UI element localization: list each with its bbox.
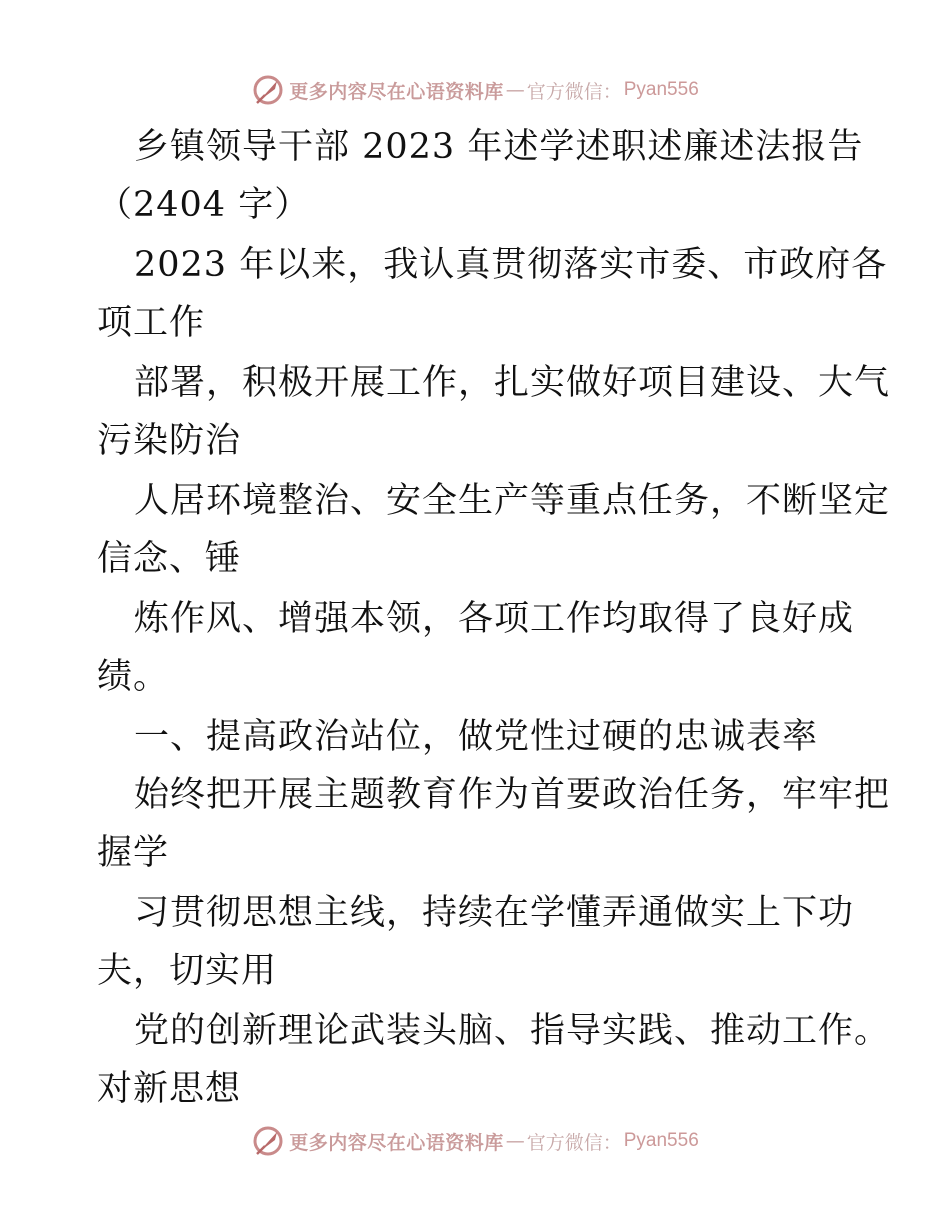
watermark-site-text: 更多内容尽在心语资料库 xyxy=(289,1131,504,1154)
paragraph-line: 夫，切实用 xyxy=(97,951,278,991)
paragraph-line: 对新思想 xyxy=(97,1069,242,1109)
watermark-wechat-id: Pyan556 xyxy=(623,1130,699,1151)
quill-pen-logo-icon xyxy=(251,1124,285,1158)
paragraph-line: 握学 xyxy=(97,833,170,873)
paragraph-line: 炼作风、增强本领，各项工作均取得了良好成 xyxy=(134,599,855,639)
paragraph-line: 绩。 xyxy=(97,657,170,697)
header-watermark xyxy=(0,70,950,110)
watermark-wechat-label: 官方微信： xyxy=(526,80,622,103)
watermark-wechat-label: 官方微信： xyxy=(526,1131,622,1154)
quill-pen-logo-icon xyxy=(251,73,285,107)
watermark-wechat-id: Pyan556 xyxy=(623,79,699,100)
paragraph-line: 人居环境整治、安全生产等重点任务，不断坚定 xyxy=(134,481,891,521)
paragraph-line: 党的创新理论武装头脑、指导实践、推动工作。 xyxy=(134,1011,891,1051)
paragraph-line: 习贯彻思想主线，持续在学懂弄通做实上下功 xyxy=(134,893,855,933)
paragraph-line: 项工作 xyxy=(97,303,206,343)
paragraph-line: 信念、锤 xyxy=(97,539,242,579)
document-title: 乡镇领导干部 2023 年述学述职述廉述法报告 xyxy=(134,127,864,167)
watermark-separator: — xyxy=(505,1130,525,1152)
paragraph-line: 部署，积极开展工作，扎实做好项目建设、大气 xyxy=(134,363,891,403)
paragraph-line: 污染防治 xyxy=(97,421,242,461)
footer-watermark xyxy=(0,1121,950,1161)
document-title-wordcount: （2404 字） xyxy=(97,185,311,225)
watermark-site-text: 更多内容尽在心语资料库 xyxy=(289,80,504,103)
section-heading: 一、提高政治站位，做党性过硬的忠诚表率 xyxy=(134,717,819,757)
paragraph-line: 始终把开展主题教育作为首要政治任务，牢牢把 xyxy=(134,775,891,815)
paragraph-line: 2023 年以来，我认真贯彻落实市委、市政府各 xyxy=(134,245,888,285)
watermark-separator: — xyxy=(505,79,525,101)
